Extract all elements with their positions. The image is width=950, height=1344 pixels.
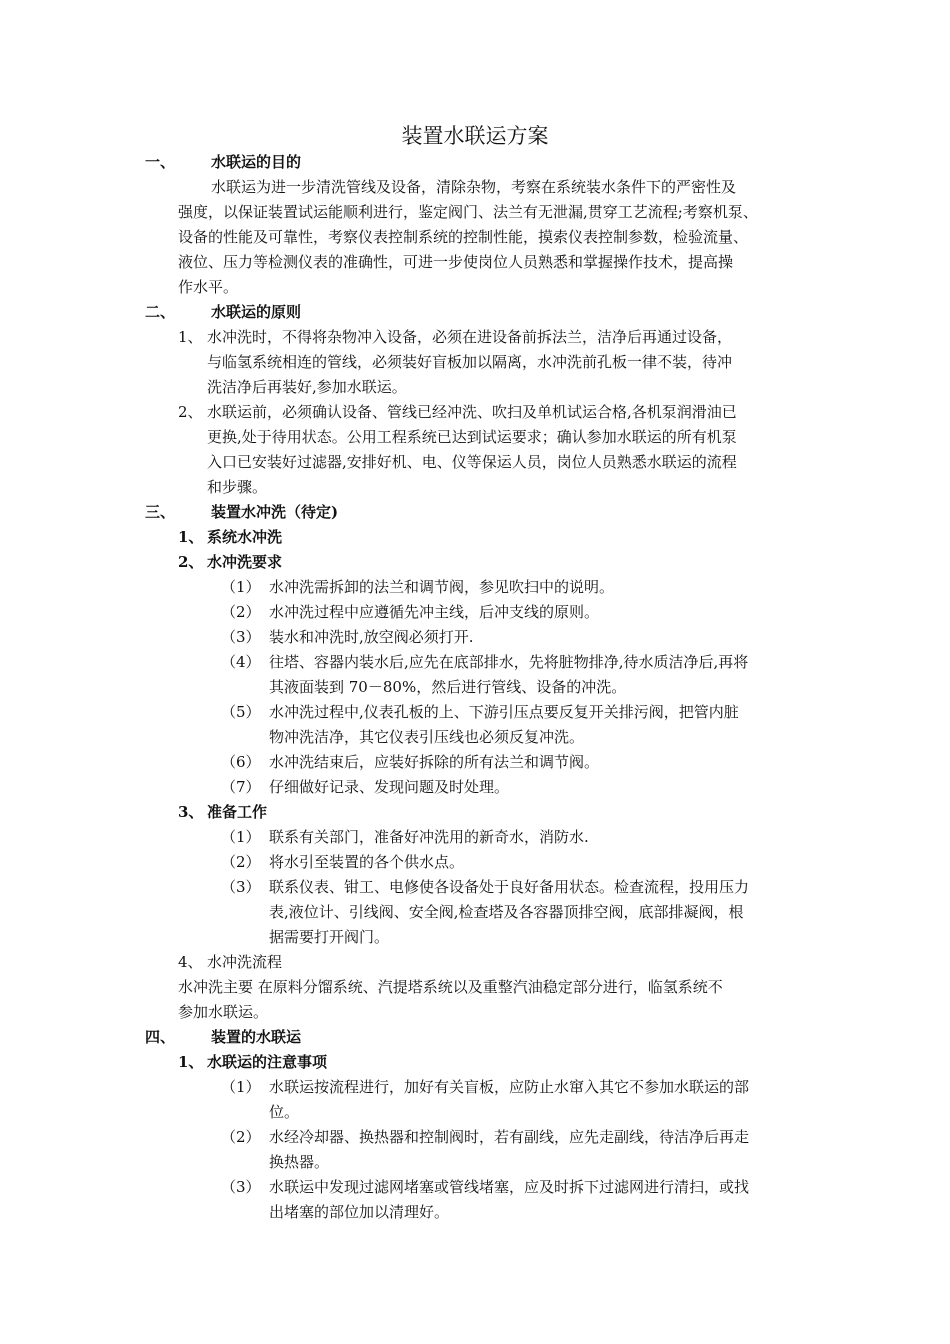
s4-item-1-line: 位。 bbox=[269, 1103, 300, 1121]
req-1-line: 水冲洗需拆卸的法兰和调节阀，参见吹扫中的说明。 bbox=[269, 578, 615, 596]
section-3-number: 三、 bbox=[145, 503, 176, 521]
section-1-title: 水联运的目的 bbox=[211, 153, 302, 171]
s3-h4-text: 水冲洗流程 bbox=[207, 953, 283, 971]
req-4-line: 往塔、容器内装水后,应先在底部排水，先将脏物排净,待水质洁净后,再将 bbox=[269, 653, 749, 671]
section-2-title: 水联运的原则 bbox=[211, 303, 302, 321]
s1-line: 设备的性能及可靠性，考察仪表控制系统的控制性能，摸索仪表控制参数，检验流量、 bbox=[178, 228, 749, 246]
req-3-number: （3） bbox=[221, 628, 261, 646]
req-2-number: （2） bbox=[221, 603, 261, 621]
s4-h1-number: 1、 bbox=[178, 1053, 204, 1071]
req-5-line: 水冲洗过程中,仪表孔板的上、下游引压点要反复开关排污阀，把管内脏 bbox=[269, 703, 739, 721]
req-7-line: 仔细做好记录、发现问题及时处理。 bbox=[269, 778, 510, 796]
s4-item-1-number: （1） bbox=[221, 1078, 261, 1096]
section-3-title: 装置水冲洗（待定) bbox=[211, 503, 339, 521]
s3-h2-text: 水冲洗要求 bbox=[207, 553, 283, 571]
s2-item-2-line: 更换,处于待用状态。公用工程系统已达到试运要求；确认参加水联运的所有机泵 bbox=[207, 428, 737, 446]
s3-h3-number: 3、 bbox=[178, 803, 204, 821]
s4-item-3-line: 出堵塞的部位加以清理好。 bbox=[269, 1203, 450, 1221]
req-7-number: （7） bbox=[221, 778, 261, 796]
prep-2-number: （2） bbox=[221, 853, 261, 871]
req-5-number: （5） bbox=[221, 703, 261, 721]
s2-item-2-line: 和步骤。 bbox=[207, 478, 268, 496]
s1-line: 作水平。 bbox=[178, 278, 239, 296]
flow-line: 水冲洗主要 在原料分馏系统、汽提塔系统以及重整汽油稳定部分进行，临氢系统不 bbox=[178, 978, 723, 996]
section-1-number: 一、 bbox=[145, 153, 176, 171]
prep-1-line: 联系有关部门，准备好冲洗用的新奇水，消防水. bbox=[269, 828, 589, 846]
prep-3-line: 据需要打开阀门。 bbox=[269, 928, 390, 946]
flow-line: 参加水联运。 bbox=[178, 1003, 269, 1021]
s3-h1-number: 1、 bbox=[178, 528, 204, 546]
s3-h2-number: 2、 bbox=[178, 553, 204, 571]
s2-item-1-line: 与临氢系统相连的管线，必须装好盲板加以隔离，水冲洗前孔板一律不装，待冲 bbox=[207, 353, 733, 371]
req-1-number: （1） bbox=[221, 578, 261, 596]
s3-h4-number: 4、 bbox=[178, 953, 203, 971]
section-2-number: 二、 bbox=[145, 303, 176, 321]
req-5-line: 物冲洗洁净，其它仪表引压线也必须反复冲洗。 bbox=[269, 728, 585, 746]
s4-item-2-line: 换热器。 bbox=[269, 1153, 330, 1171]
s2-item-2-number: 2、 bbox=[178, 403, 203, 421]
s4-item-3-line: 水联运中发现过滤网堵塞或管线堵塞，应及时拆下过滤网进行清扫，或找 bbox=[269, 1178, 750, 1196]
section-4-title: 装置的水联运 bbox=[211, 1028, 302, 1046]
section-4-number: 四、 bbox=[145, 1028, 176, 1046]
s3-h3-text: 准备工作 bbox=[207, 803, 268, 821]
document-title: 装置水联运方案 bbox=[401, 124, 549, 148]
req-6-line: 水冲洗结束后，应装好拆除的所有法兰和调节阀。 bbox=[269, 753, 600, 771]
prep-3-line: 表,液位计、引线阀、安全阀,检查塔及各容器顶排空阀，底部排凝阀，根 bbox=[269, 903, 744, 921]
s2-item-1-number: 1、 bbox=[178, 328, 203, 346]
req-4-number: （4） bbox=[221, 653, 261, 671]
req-4-line: 其液面装到 70－80%，然后进行管线、设备的冲洗。 bbox=[269, 678, 627, 696]
s2-item-2-line: 水联运前，必须确认设备、管线已经冲洗、吹扫及单机试运合格,各机泵润滑油已 bbox=[207, 403, 737, 421]
s4-item-2-number: （2） bbox=[221, 1128, 261, 1146]
s4-item-2-line: 水经冷却器、换热器和控制阀时，若有副线，应先走副线，待洁净后再走 bbox=[269, 1128, 750, 1146]
s1-line: 水联运为进一步清洗管线及设备，清除杂物，考察在系统装水条件下的严密性及 bbox=[211, 178, 737, 196]
s4-h1-text: 水联运的注意事项 bbox=[207, 1053, 328, 1071]
prep-1-number: （1） bbox=[221, 828, 261, 846]
s2-item-2-line: 入口已安装好过滤器,安排好机、电、仪等保运人员，岗位人员熟悉水联运的流程 bbox=[207, 453, 737, 471]
s4-item-1-line: 水联运按流程进行，加好有关盲板，应防止水窜入其它不参加水联运的部 bbox=[269, 1078, 750, 1096]
s3-h1-text: 系统水冲洗 bbox=[207, 528, 283, 546]
prep-3-line: 联系仪表、钳工、电修使各设备处于良好备用状态。检查流程，投用压力 bbox=[269, 878, 750, 896]
s1-line: 强度，以保证装置试运能顺利进行，鉴定阀门、法兰有无泄漏,贯穿工艺流程;考察机泵、 bbox=[178, 203, 758, 221]
req-6-number: （6） bbox=[221, 753, 261, 771]
s2-item-1-line: 水冲洗时，不得将杂物冲入设备，必须在进设备前拆法兰，洁净后再通过设备， bbox=[207, 328, 733, 346]
req-2-line: 水冲洗过程中应遵循先冲主线，后冲支线的原则。 bbox=[269, 603, 600, 621]
s4-item-3-number: （3） bbox=[221, 1178, 261, 1196]
s2-item-1-line: 洗洁净后再装好,参加水联运。 bbox=[207, 378, 407, 396]
prep-2-line: 将水引至装置的各个供水点。 bbox=[269, 853, 465, 871]
s1-line: 液位、压力等检测仪表的准确性，可进一步使岗位人员熟悉和掌握操作技术，提高操 bbox=[178, 253, 734, 271]
req-3-line: 装水和冲洗时,放空阀必须打开. bbox=[269, 628, 474, 646]
prep-3-number: （3） bbox=[221, 878, 261, 896]
